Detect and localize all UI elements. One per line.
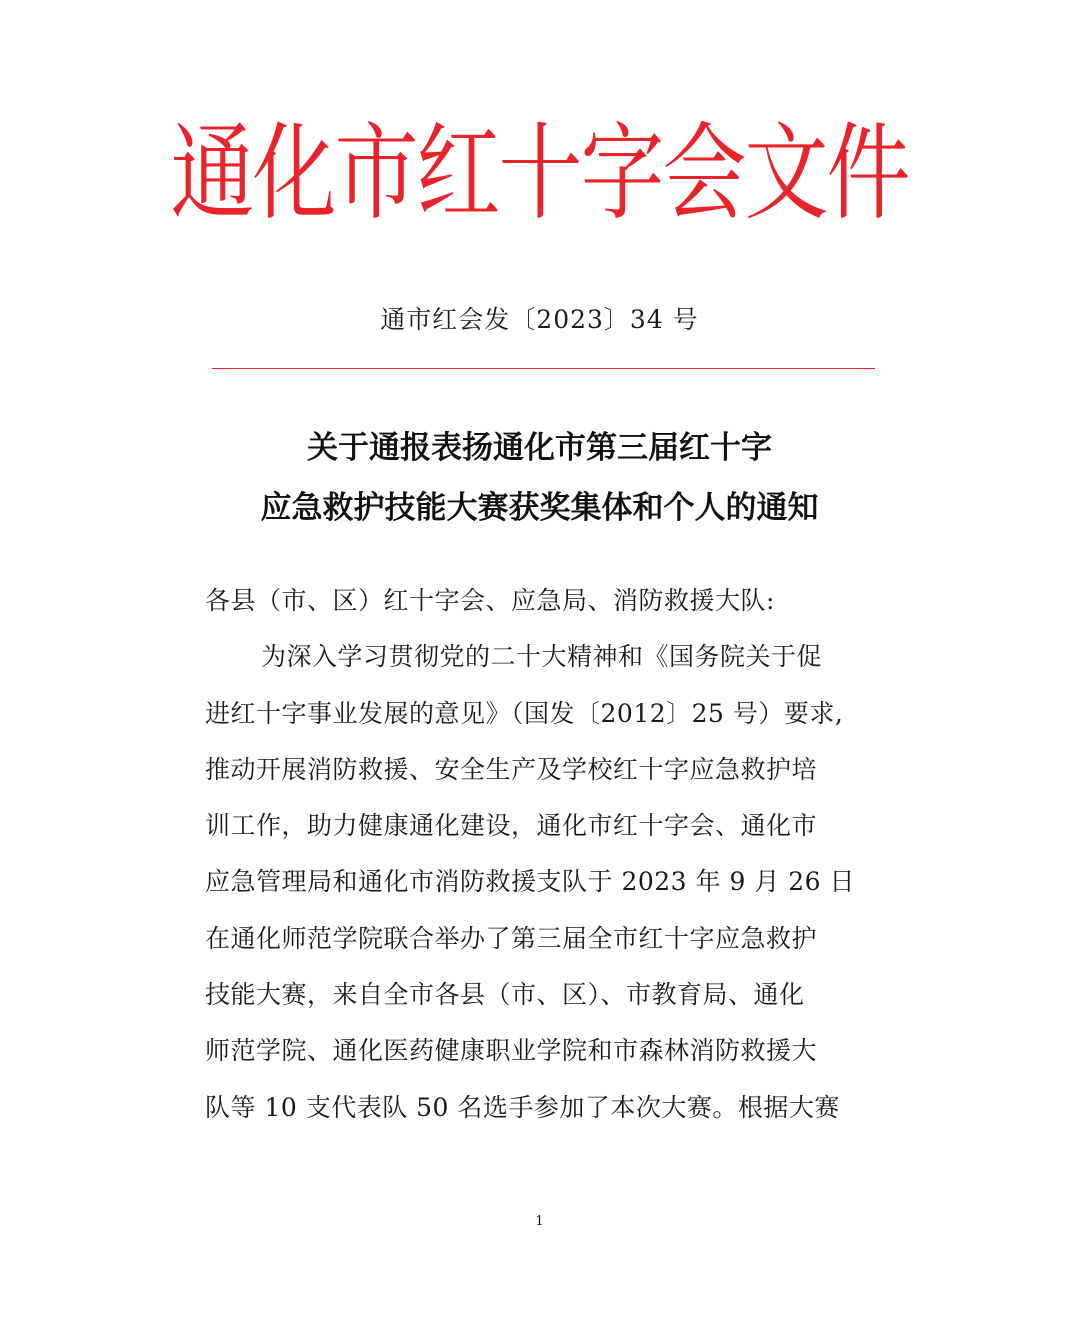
title-line-1: 关于通报表扬通化市第三届红十字 <box>307 430 772 466</box>
title-line-2: 应急救护技能大赛获奖集体和个人的通知 <box>260 490 819 526</box>
document-masthead: 通化市红十字会文件 <box>170 112 909 235</box>
body-line: 训工作，助力健康通化建设，通化市红十字会、通化市 <box>205 811 818 841</box>
body-line: 推动开展消防救援、安全生产及学校红十字应急救护培 <box>205 754 818 784</box>
document-number: 通市红会发〔2023〕34 号 <box>380 305 699 334</box>
document-title <box>0 418 1079 538</box>
body-line: 技能大赛，来自全市各县（市、区）、市教育局、通化 <box>205 980 805 1010</box>
body-line: 在通化师范学院联合举办了第三届全市红十字应急救护 <box>205 923 818 953</box>
red-divider-line <box>212 368 875 369</box>
body-line: 为深入学习贯彻党的二十大精神和《国务院关于促 <box>261 642 823 672</box>
body-line: 师范学院、通化医药健康职业学院和市森林消防救援大 <box>205 1036 818 1066</box>
body-line: 进红十字事业发展的意见》（国发〔2012〕25 号）要求, <box>205 698 844 728</box>
document-body <box>205 580 885 1143</box>
body-line: 应急管理局和通化市消防救援支队于 2023 年 9 月 26 日 <box>205 867 856 897</box>
page-number: 1 <box>535 1214 544 1229</box>
body-line: 队等 10 支代表队 50 名选手参加了本次大赛。根据大赛 <box>205 1092 840 1122</box>
salutation: 各县（市、区）红十字会、应急局、消防救援大队: <box>205 586 775 615</box>
